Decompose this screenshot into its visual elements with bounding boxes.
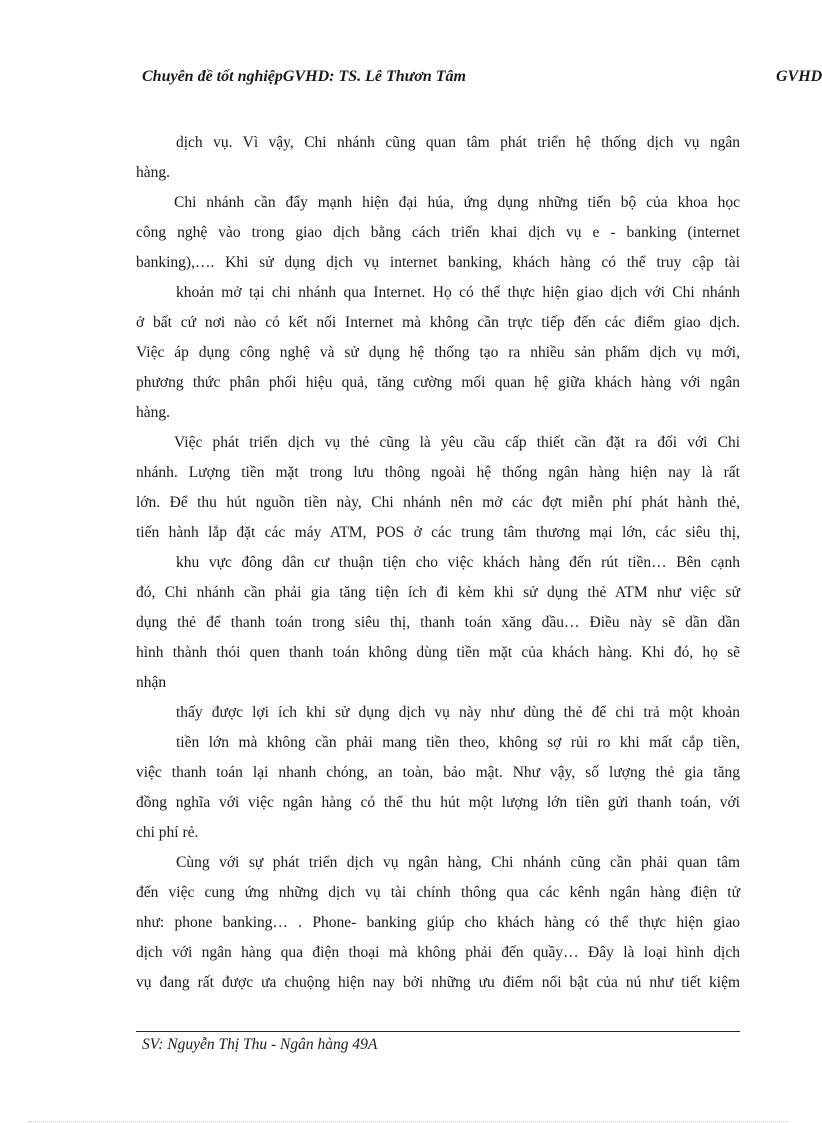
page-header <box>0 68 822 92</box>
text-line: nhận <box>136 674 167 691</box>
text-line: lớn. Để thu hút nguồn tiền này, Chi nhánh nên mở các đợt miễn phí phát hành thẻ, <box>136 494 740 511</box>
text-line: hình thành thói quen thanh toán không dùng tiền mặt của khách hàng. Khi đó, họ sẽ <box>136 644 740 661</box>
text-line: đồng nghĩa với việc ngân hàng có thể thu hút một lượng lớn tiền gửi thanh toán, với <box>136 794 740 811</box>
text-line: phương thức phân phối hiệu quả, tăng cường mối quan hệ giữa khách hàng với ngân <box>136 374 740 391</box>
text-line: hàng. <box>136 164 171 181</box>
text-line: đó, Chi nhánh cần phải gia tăng tiện ích đi kèm khi sử dụng thẻ ATM như việc sử <box>136 584 740 601</box>
page-bottom-border <box>28 1121 788 1122</box>
header-right-cut: GVHD <box>776 68 822 85</box>
text-line: banking),…. Khi sử dụng dịch vụ internet banking, khách hàng có thể truy cập tài <box>136 254 740 271</box>
text-line: công nghệ vào trong giao dịch bằng cách triển khai dịch vụ e - banking (internet <box>136 224 740 241</box>
page-footer: SV: Nguyễn Thị Thu - Ngân hàng 49A <box>142 1036 378 1053</box>
header-title: Chuyên đề tốt nghiệpGVHD: TS. Lê Thươn Tâm <box>142 68 466 85</box>
text-line: Chi nhánh cần đẩy mạnh hiện đại húa, ứng dụng những tiến bộ của khoa học <box>174 194 740 211</box>
text-line: đến việc cung ứng những dịch vụ tài chính thông qua các kênh ngân hàng điện tử <box>136 884 740 901</box>
text-line: việc thanh toán lại nhanh chóng, an toàn, bảo mật. Như vậy, số lượng thẻ gia tăng <box>136 764 740 781</box>
text-line: khu vực đông dân cư thuận tiện cho việc khách hàng đến rút tiền… Bên cạnh <box>176 554 740 571</box>
text-line: dụng thẻ để thanh toán trong siêu thị, thanh toán xăng dầu… Điều này sẽ dần dần <box>136 614 740 631</box>
text-line: vụ đang rất được ưa chuộng hiện nay bởi những ưu điểm nổi bật của nú như tiết kiệm <box>136 974 740 991</box>
text-line: khoản mở tại chi nhánh qua Internet. Họ có thể thực hiện giao dịch với Chi nhánh <box>176 284 740 301</box>
text-line: như: phone banking… . Phone- banking giúp cho khách hàng có thể thực hiện giao <box>136 914 740 931</box>
text-line: dịch với ngân hàng qua điện thoại mà không phải đến quầy… Đây là loại hình dịch <box>136 944 740 961</box>
footer-divider <box>136 1031 740 1032</box>
text-line: dịch vụ. Vì vậy, Chi nhánh cũng quan tâm phát triển hệ thống dịch vụ ngân <box>176 134 740 151</box>
document-body <box>136 128 740 998</box>
text-line: tiền lớn mà không cần phải mang tiền theo, không sợ rủi ro khi mất cắp tiền, <box>176 734 740 751</box>
text-line: Cùng với sự phát triển dịch vụ ngân hàng, Chi nhánh cũng cần phải quan tâm <box>176 854 740 871</box>
text-line: Việc phát triển dịch vụ thẻ cũng là yêu cầu cấp thiết cần đặt ra đối với Chi <box>174 434 740 451</box>
text-line: tiến hành lắp đặt các máy ATM, POS ở các trung tâm thương mại lớn, các siêu thị, <box>136 524 740 541</box>
text-line: chi phí rẻ. <box>136 824 199 841</box>
text-line: ở bất cứ nơi nào có kết nối Internet mà không cần trực tiếp đến các điểm giao dịch. <box>136 314 740 331</box>
text-line: thấy được lợi ích khi sử dụng dịch vụ này như dùng thẻ để chi trả một khoản <box>176 704 740 721</box>
text-line: nhánh. Lượng tiền mặt trong lưu thông ngoài hệ thống ngân hàng hiện nay là rất <box>136 464 740 481</box>
text-line: Việc áp dụng công nghệ và sử dụng hệ thống tạo ra nhiều sản phẩm dịch vụ mới, <box>136 344 740 361</box>
text-line: hàng. <box>136 404 171 421</box>
